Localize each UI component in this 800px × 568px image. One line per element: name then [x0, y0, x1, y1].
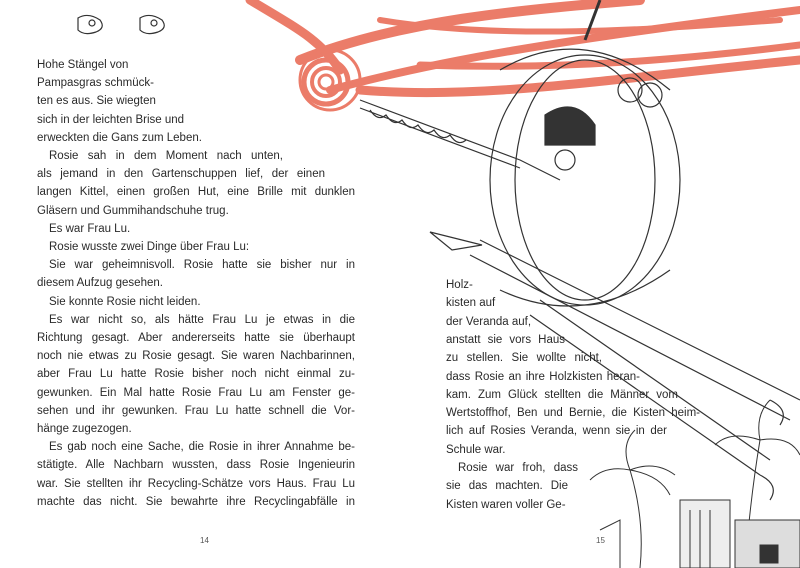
text-line: dass Rosie an ihre Holzkisten heran-: [446, 370, 640, 383]
text-line: Schule war.: [446, 443, 506, 456]
text-line: Rosie wusste zwei Dinge über Frau Lu:: [49, 241, 250, 253]
text-line: anstatt sie vors Haus: [446, 333, 565, 346]
text-line: Kisten waren voller Ge-: [446, 498, 566, 511]
text-line: sich in der leichten Brise und: [37, 113, 185, 126]
text-line: kisten auf: [446, 297, 496, 310]
page-number-right: 15: [596, 536, 605, 545]
text-line: als jemand in den Gartenschuppen lief, der einen: [37, 168, 325, 181]
text-line: lich auf Rosies Veranda, wenn sie in der: [446, 425, 667, 438]
text-line: Pampasgras schmück-: [37, 77, 154, 90]
text-line: Es gab noch eine Sache, die Rosie in ihrer Annahme be-: [49, 441, 355, 454]
text-line: Holz-: [446, 279, 473, 291]
text-line: Richtung gesagt. Aber andererseits hatte sie überhaupt: [37, 332, 355, 344]
page-number-left: 14: [200, 536, 209, 545]
text-line: aber Frau Lu hatte Rosie bisher noch nicht einmal zu-: [37, 368, 355, 381]
text-line: Es war Frau Lu.: [49, 222, 131, 235]
text-line: noch nie etwas zu Rosie gesagt. Sie waren Nachbarinnen,: [37, 350, 355, 363]
text-line: hänge zugezogen.: [37, 423, 132, 435]
text-line: ten es aus. Sie wiegten: [37, 95, 156, 108]
hand-doodles: [78, 15, 164, 33]
text-line: Hohe Stängel von: [37, 59, 129, 71]
text-line: kam. Zum Glück stellten die Männer vom: [446, 388, 678, 401]
text-line: war. Sie stellten ihr Recycling-Schätze vors Haus. Frau Lu: [37, 477, 355, 490]
text-line: sie das machten. Die: [446, 480, 568, 493]
text-line: gewunken. Ein Mal hatte Rosie Frau Lu am Fenster ge-: [37, 386, 355, 399]
text-line: Rosie war froh, dass: [458, 462, 578, 474]
text-line: Es war nicht so, als hätte Frau Lu je etwas in die: [49, 313, 355, 326]
red-pencil-swirls: [250, 0, 800, 110]
text-line: sehen und ihr gewunken. Frau Lu hatte schnell die Vor-: [37, 404, 355, 417]
text-line: Gläsern und Gummihandschuhe trug.: [37, 204, 229, 217]
text-line: machte das nicht. Sie bewahrte ihre Recyclingabfälle in: [37, 495, 355, 508]
text-line: Sie war geheimnisvoll. Rosie hatte sie bisher nur in: [49, 259, 355, 272]
text-line: Rosie sah in dem Moment nach unten,: [49, 150, 283, 162]
text-line: der Veranda auf,: [446, 315, 532, 328]
text-line: diesem Aufzug gesehen.: [37, 277, 163, 290]
text-line: langen Kittel, einen großen Hut, eine Brille mit dunklen: [37, 186, 355, 199]
text-line: zu stellen. Sie wollte nicht,: [446, 352, 602, 365]
text-line: erweckten die Gans zum Leben.: [37, 131, 202, 144]
text-line: stätigte. Alle Nachbarn wussten, dass Rosie Ingenieurin: [37, 459, 355, 472]
text-line: Wertstoffhof, Ben und Bernie, die Kisten heim-: [446, 407, 700, 420]
text-line: Sie konnte Rosie nicht leiden.: [49, 295, 201, 308]
